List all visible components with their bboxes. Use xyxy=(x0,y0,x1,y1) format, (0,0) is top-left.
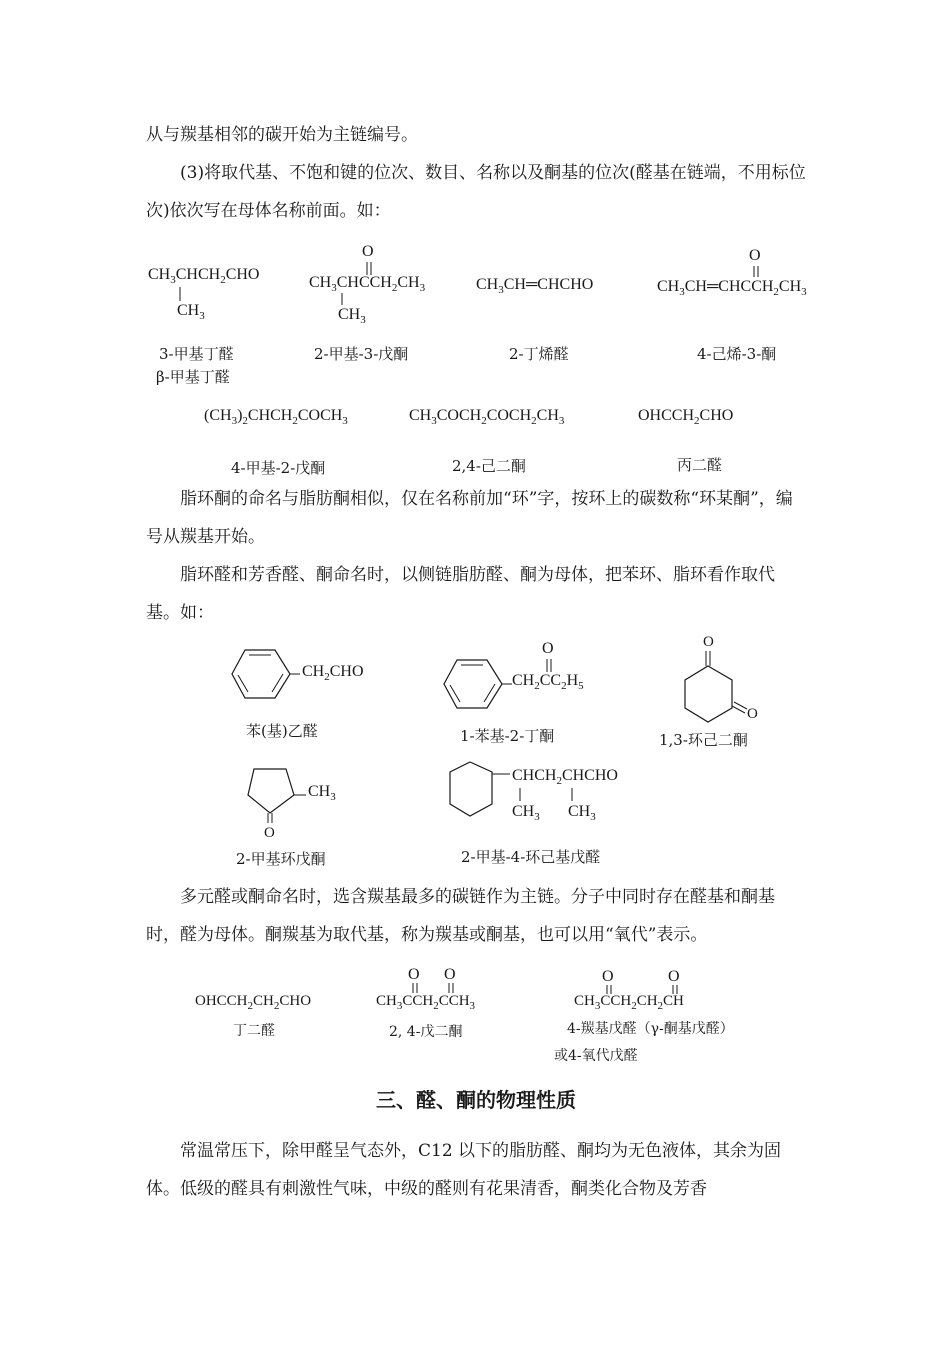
formula-3-methylbutanal: $CH_3CHCH_2CHO$ xyxy=(148,266,260,287)
formula-2-4-hexanedione: $CH_3COCH_2COCH_2CH_3$ xyxy=(409,407,565,428)
paragraph-aromatic: 脂环醛和芳香醛、酮命名时，以侧链脂肪醛、酮为母体，把苯环、脂环看作取代基。如： xyxy=(146,565,775,623)
svg-text:O: O xyxy=(703,634,714,650)
formula-propanedial: $OHCCH_2CHO$ xyxy=(638,407,734,428)
benzene-ring xyxy=(442,658,512,710)
name-label: 4-己烯-3-酮 xyxy=(697,345,777,363)
name-label: 4-甲基-2-戊酮 xyxy=(231,459,326,477)
oxygen-label: O xyxy=(362,243,374,260)
paragraph-rule-3: (3)将取代基、不饱和键的位次、数目、名称以及酮基的位次(醛基在链端，不用标位次)依次写在母体名称前面。如： xyxy=(146,163,806,221)
formula-2-butenal: $CH_3CH═CHCHO$ xyxy=(476,276,594,297)
name-label: 1-苯基-2-丁酮 xyxy=(460,727,555,745)
bond-line xyxy=(340,292,344,306)
name-label: 2-丁烯醛 xyxy=(509,345,569,363)
formula-methyl-branch: $CH_3$ xyxy=(568,803,596,824)
name-label: 4-羰基戊醛（γ-酮基戊醛） xyxy=(567,1021,734,1037)
name-label: 2-甲基-3-戊酮 xyxy=(314,345,409,363)
name-label: 2-甲基-4-环己基戊醛 xyxy=(461,848,601,866)
cyclohexane-ring xyxy=(448,760,512,824)
formula-methyl: $CH_3$ xyxy=(308,783,336,804)
oxygen-label: O xyxy=(444,966,456,983)
cyclopentanone-ring xyxy=(246,765,306,840)
oxygen-label: O xyxy=(542,640,554,657)
formula-2-methyl-3-pentanone: $CH_3CHCCH_2CH_3$ xyxy=(309,274,426,295)
oxygen-label: O xyxy=(602,968,614,985)
formula-2-4-pentanedione: $CH_3CCH_2CCH_3$ xyxy=(376,993,476,1012)
paragraph-polycarbonyl: 多元醛或酮命名时，选含羰基最多的碳链作为主链。分子中同时存在醛基和酮基时，醛为母体。酮羰基为取代基，称为羰基或酮基，也可以用“氧代”表示。 xyxy=(146,887,775,945)
name-label: 丙二醛 xyxy=(677,456,723,474)
bond-lines xyxy=(518,787,578,803)
name-label: 2, 4-戊二酮 xyxy=(389,1024,463,1040)
name-label: β-甲基丁醛 xyxy=(156,368,230,386)
formula-methyl-branch: $CH_3$ xyxy=(177,302,205,323)
cyclohexanedione-ring xyxy=(680,630,770,720)
double-bond xyxy=(544,659,554,673)
benzene-ring xyxy=(230,648,300,700)
name-label: 2-甲基环戊酮 xyxy=(236,850,326,868)
formula-4-hexen-3-one: $CH_3CH═CHCCH_2CH_3$ xyxy=(657,278,807,299)
formula-methyl-branch: $CH_3$ xyxy=(512,803,540,824)
formula-1-phenyl-2-butanone: $CH_2CC_2H_5$ xyxy=(512,672,584,693)
bond-line xyxy=(178,286,182,302)
name-label: 3-甲基丁醛 xyxy=(159,345,234,363)
svg-text:O: O xyxy=(264,825,275,841)
svg-text:O: O xyxy=(747,706,758,722)
formula-phenylacetaldehyde: $CH_2CHO$ xyxy=(302,663,364,684)
oxygen-label: O xyxy=(668,968,680,985)
name-label: 苯(基)乙醛 xyxy=(246,722,318,740)
paragraph-numbering: 从与羰基相邻的碳开始为主链编号。 xyxy=(146,125,418,145)
formula-4-oxopentanal: $CH_3CCH_2CH_2CH$ xyxy=(574,993,684,1012)
double-bond xyxy=(751,266,761,278)
paragraph-cyclic-ketone: 脂环酮的命名与脂肪酮相似，仅在名称前加“环”字，按环上的碳数称“环某酮”，编号从羰基开始。 xyxy=(146,489,793,547)
name-label: 或4-氧代戊醛 xyxy=(554,1048,638,1064)
formula-methyl-branch: $CH_3$ xyxy=(338,306,366,327)
oxygen-label: O xyxy=(408,966,420,983)
formula-4-methyl-2-pentanone: $(CH_3)_2CHCH_2COCH_3$ xyxy=(204,407,348,428)
name-label: 1,3-环己二酮 xyxy=(659,731,748,749)
oxygen-label: O xyxy=(749,247,761,264)
name-label: 丁二醛 xyxy=(233,1023,275,1039)
section-heading: 三、醛、酮的物理性质 xyxy=(376,1088,576,1112)
name-label: 2,4-己二酮 xyxy=(452,457,526,475)
paragraph-physical-properties: 常温常压下，除甲醛呈气态外，C12 以下的脂肪醛、酮均为无色液体，其余为固体。低级的醛具有刺激性气味，中级的醛则有花果清香，酮类化合物及芳香 xyxy=(146,1141,782,1199)
formula-2-methyl-4-cyclohexylpentanal: $CHCH_2CHCHO$ xyxy=(512,767,618,788)
formula-butanedial: $OHCCH_2CH_2CHO$ xyxy=(195,993,312,1012)
